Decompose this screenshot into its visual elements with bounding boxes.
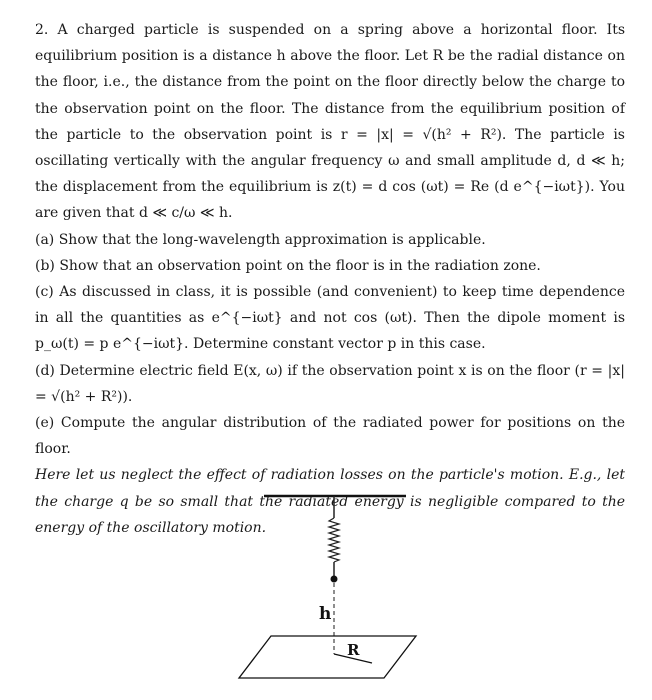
part-e: (e) Compute the angular distribution of the radiated power for positions on the floor. — [35, 415, 625, 458]
spring-coil — [329, 518, 339, 562]
height-label: h — [319, 604, 332, 624]
charged-particle — [331, 576, 338, 583]
problem-intro: 2. A charged particle is suspended on a spring above a horizontal floor. Its equilibrium position is a distance h above the floor. Let R be the radial distance on the floor, i.e., the distance from the point on the floor directly below the charge to the observation point on the floor. The distance from the equilibrium position of the particle to the observation point is r = |x| = √(h² + R²). The particle is oscillating vertically with the angular frequency ω and small amplitude d, d ≪ h; the displacement from the equilibrium is z(t) = d cos (ωt) = Re (d e^{−iωt}). You are given that d ≪ c/ω ≪ h. — [35, 22, 625, 222]
part-d: (d) Determine electric field E(x, ω) if the observation point x is on the floor (r = |x| = √(h² + R²)). — [35, 362, 625, 405]
part-a: (a) Show that the long-wavelength approximation is applicable. — [35, 231, 486, 248]
part-b: (b) Show that an observation point on the floor is in the radiation zone. — [35, 257, 541, 274]
radius-label: R — [347, 641, 360, 659]
floor-plane — [239, 636, 416, 678]
note: Here let us neglect the effect of radiation losses on the particle's motion. E.g., let the charge q be so small that the radiated energy is negligible compared to the energy of the oscillatory motion. — [35, 467, 625, 536]
part-c: (c) As discussed in class, it is possible (and convenient) to keep time dependence in all the quantities as e^{−iωt} and not cos (ωt). Then the dipole moment is p_ω(t) = p e^{−iωt}. Determine constant vector p in this case. — [35, 284, 625, 353]
